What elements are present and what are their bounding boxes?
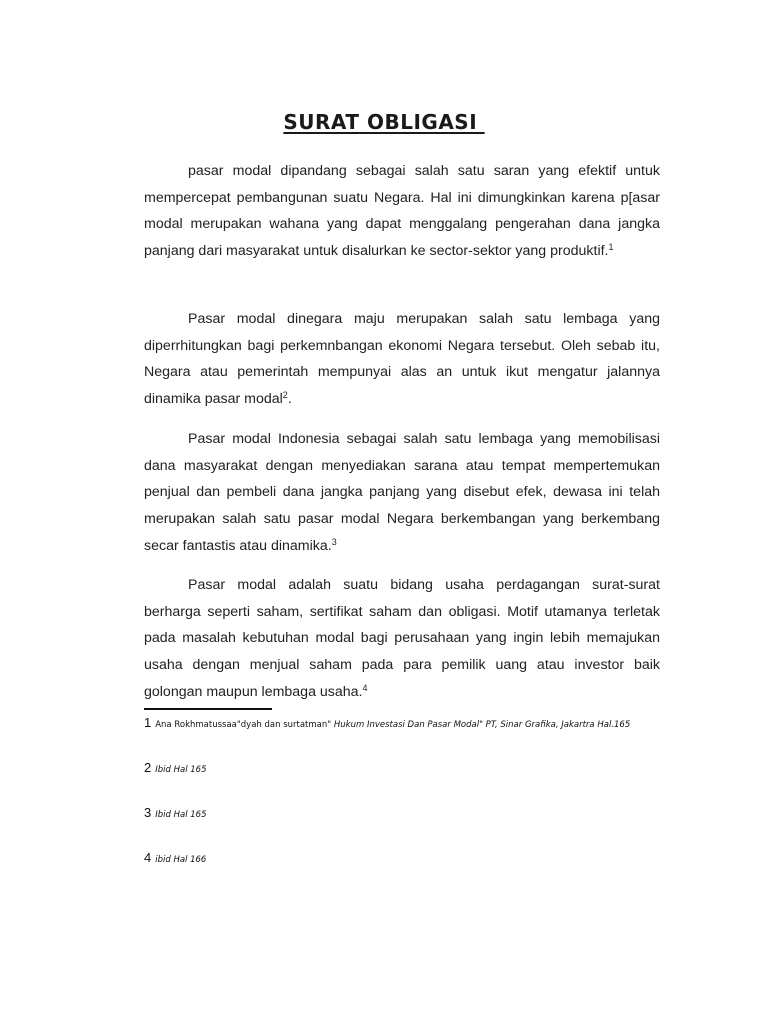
footnote-ref: 2 [282,390,288,401]
footnote-number: 4 [144,850,152,865]
paragraph-1 [144,158,660,265]
footnote-1 [144,714,630,732]
paragraph-text: Pasar modal dinegara maju merupakan salah satu lembaga yang diperrhitungkan bagi perkemnbangan ekonomi Negara tersebut. Oleh sebab itu, Negara atau pemerintah mempunyai alas an untuk ikut mengatur jalannya dinamika pasar modal [144,311,660,408]
page-title: SURAT OBLIGASI [283,110,485,134]
footnote-ref: 1 [608,242,614,253]
paragraph-text: pasar modal dipandang sebagai salah satu saran yang efektif untuk mempercepat pembangunan suatu Negara. Hal ini dimungkinkan karena p[asar modal merupakan wahana yang dapat menggalang pengerahan dana jangka panjang dari masyarakat untuk disalurkan ke sector-sektor yang produktif. [144,163,660,260]
paragraph-3 [144,426,660,560]
paragraph-2 [144,306,660,413]
footnote-2 [144,759,206,777]
footnote-text: Ana Rokhmatussaa"dyah dan surtatman" [155,720,334,730]
footnote-ref: 4 [362,682,368,693]
footnote-number: 2 [144,760,152,775]
footnote-4 [144,849,206,867]
footnote-italic-text: Ibid Hal 165 [155,765,207,775]
footnote-number: 1 [144,715,152,730]
footnote-italic-text: Ibid Hal 165 [155,810,207,820]
footnote-number: 3 [144,805,152,820]
paragraph-text: Pasar modal adalah suatu bidang usaha perdagangan surat-surat berharga seperti saham, sertifikat saham dan obligasi. Motif utamanya terletak pada masalah kebutuhan modal bagi perusahaan yang ingin lebih memajukan usaha dengan menjual saham pada para pemilik uang atau investor baik golongan maupun lembaga usaha. [144,577,660,700]
paragraph-end-punctuation: . [287,391,292,408]
footnote-separator [144,708,272,710]
paragraph-4 [144,572,660,706]
paragraph-text: Pasar modal Indonesia sebagai salah satu lembaga yang memobilisasi dana masyarakat dengan menyediakan sarana atau tempat mempertemukan penjual dan pembeli dana jangka panjang yang disebut efek, dewasa ini telah merupakan salah satu pasar modal Negara berkembangan yang berkembang secar fantastis atau dinamika. [144,431,660,554]
footnote-italic-text: ibid Hal 166 [155,855,207,865]
footnote-italic-text: Hukum Investasi Dan Pasar Modal" PT, Sinar Grafika, Jakartra Hal.165 [333,720,631,730]
footnote-ref: 3 [331,536,337,547]
footnote-3 [144,804,206,822]
